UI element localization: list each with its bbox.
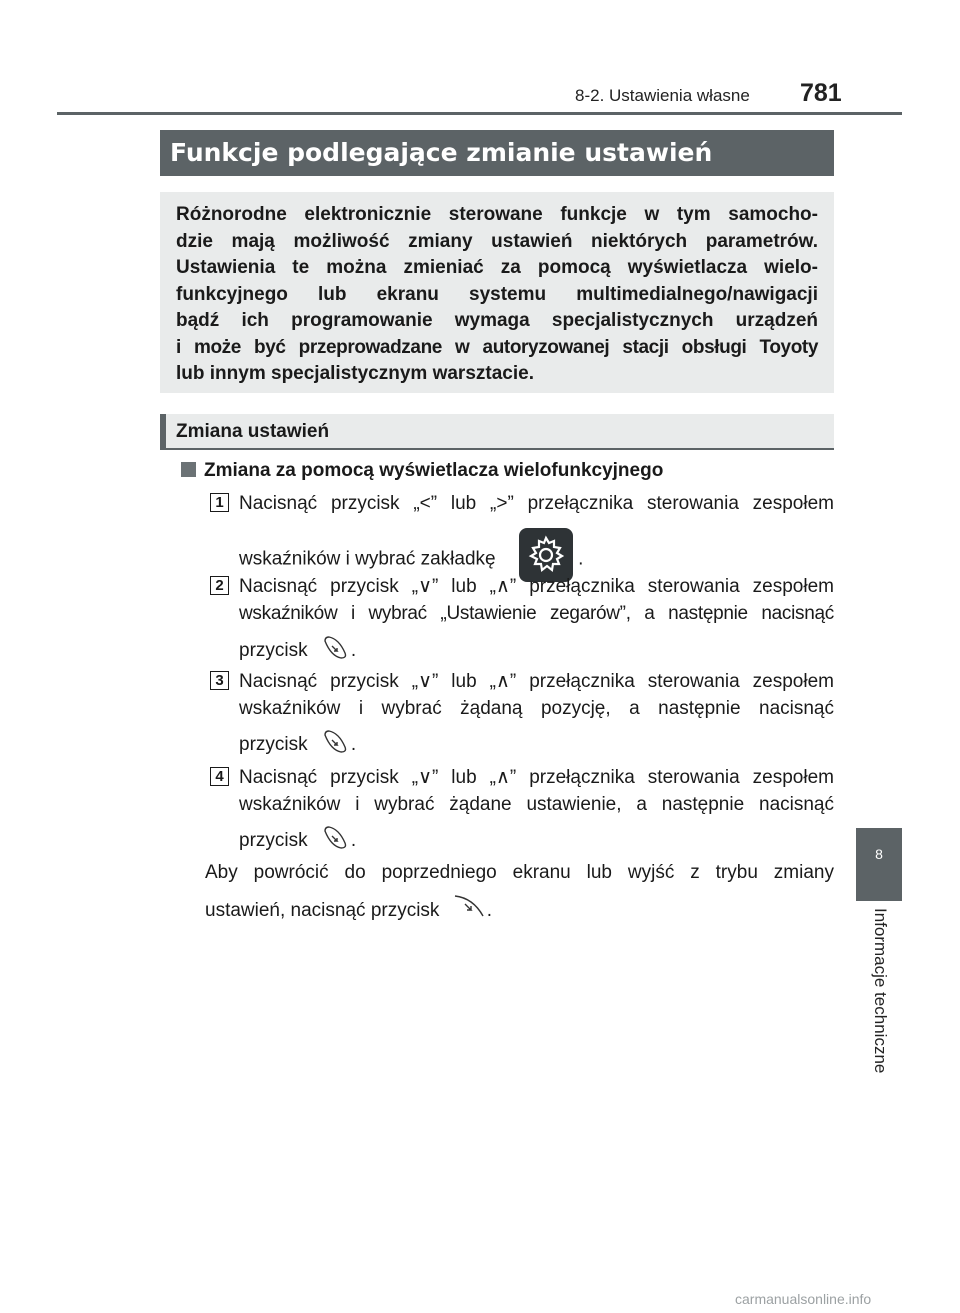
intro-box <box>160 192 834 393</box>
bullet-heading-text: Zmiana za pomocą wyświetlacza wielofunkcyjnego <box>204 460 664 481</box>
step-4-line-2: wskaźników i wybrać żądane ustawienie, a następnie nacisnąć <box>239 794 834 815</box>
enter-button-icon <box>319 631 351 671</box>
step-number-4: 4 <box>210 767 229 786</box>
step-number-2: 2 <box>210 576 229 595</box>
step-3-line-3 <box>239 725 356 765</box>
page-title: Funkcje podlegające zmianie ustawień <box>160 130 834 176</box>
step-number-3: 3 <box>210 671 229 690</box>
enter-button-icon <box>319 821 351 861</box>
header-rule <box>57 112 902 115</box>
step-number-1: 1 <box>210 493 229 512</box>
step-2-line-2: wskaźników i wybrać „Ustawienie zegarów”, a następnie nacisnąć <box>239 603 834 624</box>
chapter-tab-number: 8 <box>875 846 883 862</box>
step-2-line-3-end: . <box>350 640 357 662</box>
intro-line: bądź ich programowanie wymaga specjalistycznych urządzeń <box>176 310 818 331</box>
intro-line: Różnorodne elektronicznie sterowane funkcje w tym samocho- <box>176 204 818 225</box>
step-2-line-3-text: przycisk <box>239 640 308 662</box>
intro-line: lub innym specjalistycznym warsztacie. <box>176 363 534 384</box>
chapter-tab <box>856 828 902 901</box>
intro-line: dzie mają możliwość zmiany ustawień niektórych parametrów. <box>176 230 818 252</box>
closing-line-2-text: ustawień, nacisnąć przycisk <box>205 900 440 922</box>
step-1-line-2-end: . <box>578 548 584 570</box>
bullet-square-icon <box>181 462 196 477</box>
step-3-line-3-end: . <box>350 734 357 756</box>
page-number: 781 <box>800 79 842 107</box>
subsection-heading: Zmiana ustawień <box>160 414 834 450</box>
step-4-line-3-end: . <box>350 830 357 852</box>
closing-line-1: Aby powrócić do poprzedniego ekranu lub wyjść z trybu zmiany <box>205 862 834 883</box>
step-4-line-3-text: przycisk <box>239 830 308 852</box>
step-3-line-3-text: przycisk <box>239 734 308 756</box>
step-3-line-1: Nacisnąć przycisk „∨” lub „∧” przełącznika sterowania zespołem <box>239 671 834 692</box>
intro-line: funkcyjnego lub ekranu systemu multimedialnego/nawigacji <box>176 283 818 305</box>
step-1-line-1: Nacisnąć przycisk „<” lub „>” przełącznika sterowania zespołem <box>239 493 834 514</box>
closing-line-2 <box>205 892 492 930</box>
step-3-line-2: wskaźników i wybrać żądaną pozycję, a następnie nacisnąć <box>239 698 834 719</box>
watermark: carmanualsonline.info <box>735 1291 872 1307</box>
step-4-line-3 <box>239 821 356 861</box>
closing-line-2-end: . <box>486 900 492 922</box>
header-section-title: 8-2. Ustawienia własne <box>575 86 750 105</box>
step-4-line-1: Nacisnąć przycisk „∨” lub „∧” przełącznika sterowania zespołem <box>239 767 834 788</box>
back-button-icon <box>451 892 487 930</box>
chapter-tab-label: Informacje techniczne <box>871 908 890 1074</box>
step-2-line-1: Nacisnąć przycisk „∨” lub „∧” przełącznika sterowania zespołem <box>239 576 834 597</box>
bullet-heading <box>181 460 663 482</box>
intro-line: Ustawienia te można zmieniać za pomocą wyświetlacza wielo- <box>176 257 818 278</box>
step-2-line-3 <box>239 631 356 671</box>
step-1-line-2-text: wskaźników i wybrać zakładkę <box>239 548 496 570</box>
enter-button-icon <box>319 725 351 765</box>
intro-line: i może być przeprowadzane w autoryzowanej stacji obsługi Toyoty <box>176 336 818 358</box>
